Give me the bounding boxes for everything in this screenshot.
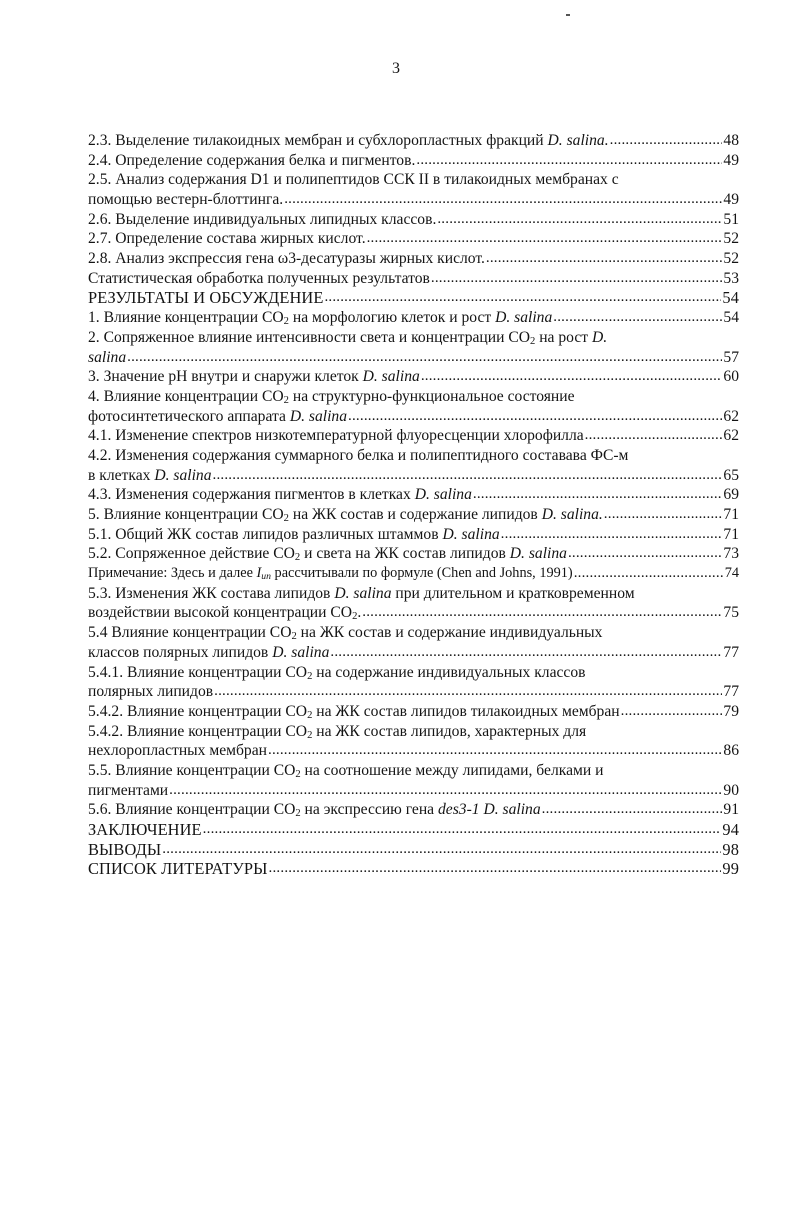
toc-page-number: 79 [723,702,739,720]
toc-page-number: 57 [723,348,739,366]
toc-page-number: 65 [723,466,739,484]
dot-leader [324,288,721,308]
toc-entry-title: 4.2. Изменения содержания суммарного белка и полипептидного составава ФС-м [88,447,629,464]
toc-page-number: 71 [723,525,739,543]
toc-entry [88,623,739,662]
toc-entry-title: 4. Влияние концентрации $CO_2$ на структурно-функциональное состояние [88,387,575,407]
toc-entry-title: 5.3. Изменения ЖК состава липидов D. salina при длительном и кратковременном [88,584,635,602]
toc-entry-title: фотосинтетического аппарата D. salina [88,407,348,425]
toc-page-number: 71 [723,506,739,524]
toc-entry-title: СПИСОК ЛИТЕРАТУРЫ [88,859,268,879]
dot-leader [473,485,723,505]
toc-page-number: 48 [723,131,739,149]
toc-entry [88,859,739,879]
toc-entry-title: 5.5. Влияние концентрации $CO_2$ на соотношение между липидами, белками и [88,762,604,781]
toc-page-number: 75 [723,604,739,622]
dot-leader [416,151,722,171]
page-number: 3 [392,60,400,77]
dot-leader [367,229,723,249]
toc-entry [88,564,739,584]
dot-leader [330,643,722,663]
dot-leader [621,702,723,722]
toc-entry-title: Примечание: Здесь и далее $I_{un}$ рассчитывали по формуле (Chen and Johns, 1991) [88,565,573,583]
dot-leader [162,840,721,860]
toc-entry [88,426,739,446]
toc-entry [88,249,739,269]
toc-entry [88,722,739,761]
dot-leader [127,348,722,368]
toc-entry [88,485,739,505]
dot-leader [501,525,723,545]
toc-page-number: 94 [722,820,739,840]
dot-leader [421,367,723,387]
toc-entry-title: Статистическая обработка полученных результатов [88,269,430,287]
toc-entry-title: 2.4. Определение содержания белка и пигментов. [88,151,416,169]
dot-leader [568,544,722,564]
toc-page-number: 49 [723,191,739,209]
toc-page-number: 90 [723,781,739,799]
toc-entry-title: 2.3. Выделение тилакоидных мембран и субхлоропластных фракций D. salina. [88,131,609,149]
toc-entry-title: классов полярных липидов D. salina [88,643,330,661]
toc-page-number: 73 [723,545,739,563]
toc-page-number: 86 [723,742,739,760]
toc-entry [88,446,739,485]
toc-page-number: 91 [723,801,739,819]
toc-entry [88,840,739,860]
toc-entry [88,131,739,151]
toc-page-number: 74 [724,565,739,582]
toc-entry [88,387,739,426]
toc-entry-title: помощью вестерн-блоттинга. [88,191,284,209]
toc-page-number: 54 [722,288,739,308]
toc-entry-title: 5.4.1. Влияние концентрации $CO_2$ на содержание индивидуальных классов [88,663,586,682]
toc-page-number: 98 [722,839,739,859]
toc-entry-title: 5.6. Влияние концентрации $CO_2$ на экспрессию гена des3-1 D. salina [88,801,541,820]
toc-entry [88,761,739,800]
toc-entry [88,269,739,289]
toc-entry [88,505,739,525]
toc-entry [88,584,739,623]
toc-entry [88,328,739,367]
toc-entry-title: ЗАКЛЮЧЕНИЕ [88,820,202,840]
toc-page-number: 49 [723,151,739,169]
dot-leader [604,505,723,525]
toc-entry-title: 5.4.2. Влияние концентрации $CO_2$ на ЖК состав липидов, характерных для [88,722,587,741]
toc-page-number: 62 [723,427,739,445]
toc-entry-title: 4.1. Изменение спектров низкотемпературной флуоресценции хлорофилла [88,427,584,445]
toc-entry-title: в клетках D. salina [88,466,212,484]
dot-leader [437,210,722,230]
dot-leader [268,741,722,761]
toc-entry [88,544,739,564]
dot-leader [574,564,724,584]
toc-entry-title: salina [88,348,127,366]
toc-entry-title: 3. Значение pH внутри и снаружи клеток D. salina [88,368,420,386]
scan-artifact-mark [566,14,570,16]
toc-entry [88,525,739,545]
toc-page-number: 52 [723,230,739,248]
dot-leader [269,859,722,879]
toc-entry [88,367,739,387]
toc-entry-title: 4.3. Изменения содержания пигментов в клетках D. salina [88,486,472,504]
toc-entry-title: нехлоропластных мембран [88,742,267,760]
toc-entry-title: воздействии высокой концентрации $CO_2$. [88,604,362,623]
toc-entry [88,702,739,722]
toc-entry-title: 2.5. Анализ содержания D1 и полипептидов ССК II в тилакоидных мембранах с [88,171,619,189]
dot-leader [486,249,723,269]
toc-page-number: 52 [723,250,739,268]
toc-page-number: 77 [723,643,739,661]
toc-entry-title: 5.4.2. Влияние концентрации $CO_2$ на ЖК состав липидов тилакоидных мембран [88,702,620,722]
toc-entry-title: 5.1. Общий ЖК состав липидов различных штаммов D. salina [88,525,500,543]
toc-page-number: 77 [723,683,739,701]
dot-leader [553,308,722,328]
toc-entry-title: 2.8. Анализ экспрессия гена ω3-десатуразы жирных кислот. [88,250,485,268]
toc-entry [88,151,739,171]
toc-entry [88,308,739,328]
toc-entry [88,210,739,230]
toc-entry [88,820,739,840]
dot-leader [284,190,722,210]
toc-entry-title: 1. Влияние концентрации $CO_2$ на морфологию клеток и рост D. salina [88,309,553,328]
toc-page-number: 69 [723,486,739,504]
dot-leader [362,603,722,623]
toc-entry-title: 5.4 Влияние концентрации $CO_2$ на ЖК состав и содержание индивидуальных [88,624,603,643]
toc-entry-title: 2.6. Выделение индивидуальных липидных классов. [88,210,437,228]
toc-entry-title: 2.7. Определение состава жирных кислот. [88,230,366,248]
dot-leader [203,820,722,840]
dot-leader [169,781,722,801]
toc-page-number: 60 [723,368,739,386]
toc-page-number: 99 [722,859,739,879]
table-of-contents [88,131,739,879]
toc-page-number: 53 [723,269,739,287]
toc-entry [88,229,739,249]
dot-leader [542,800,723,820]
toc-entry-title: полярных липидов [88,683,214,701]
dot-leader [585,426,723,446]
toc-entry-title: 5.2. Сопряженное действие $CO_2$ и света на ЖК состав липидов D. salina [88,545,567,564]
toc-page-number: 62 [723,407,739,425]
dot-leader [610,131,723,151]
dot-leader [214,682,722,702]
toc-entry [88,663,739,702]
toc-entry-title: РЕЗУЛЬТАТЫ И ОБСУЖДЕНИЕ [88,288,324,308]
toc-entry-title: 5. Влияние концентрации $CO_2$ на ЖК состав и содержание липидов D. salina. [88,506,603,525]
dot-leader [348,407,722,427]
toc-page-number: 54 [723,309,739,327]
toc-entry [88,289,739,309]
dot-leader [213,466,723,486]
toc-entry [88,170,739,209]
toc-entry [88,800,739,820]
toc-entry-title: пигментами [88,781,169,799]
dot-leader [431,269,723,289]
toc-entry-title: 2. Сопряженное влияние интенсивности света и концентрации $CO_2$ на рост D. [88,328,608,347]
toc-page-number: 51 [723,210,739,228]
toc-entry-title: ВЫВОДЫ [88,839,162,859]
